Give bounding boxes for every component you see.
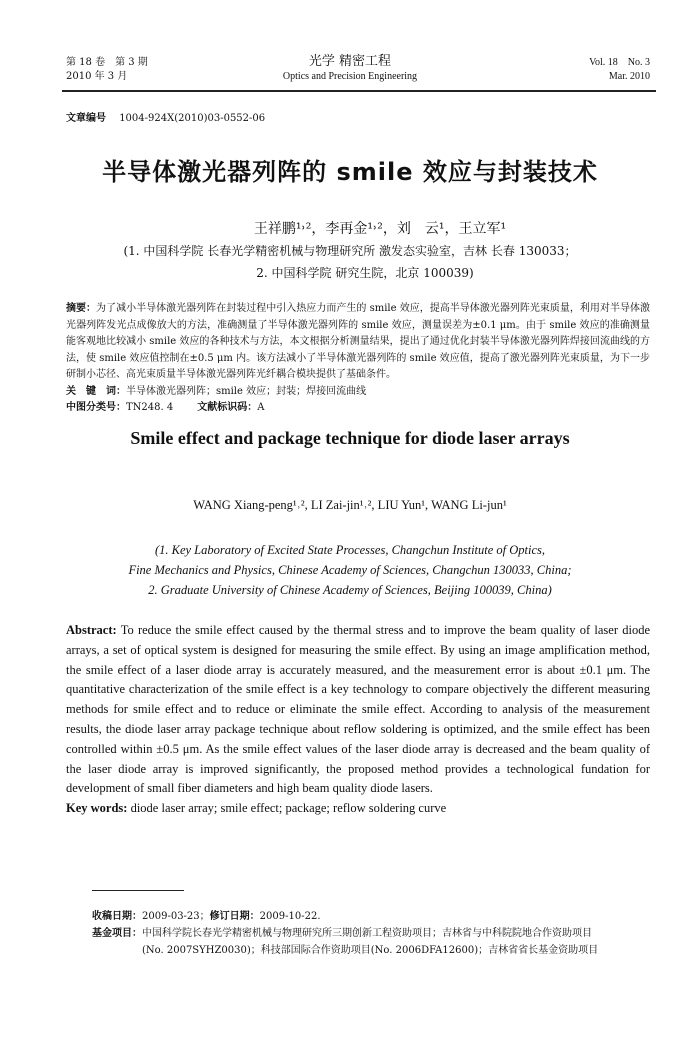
keywords-en-label: Key words: [66, 801, 128, 816]
footnote-fund [92, 925, 662, 942]
header-rule [62, 90, 656, 92]
revised-label: 修订日期： [209, 911, 260, 922]
clc-label: 中图分类号： [66, 402, 126, 413]
affiliation-en-2: Fine Mechanics and Physics, Chinese Academy of Sciences, Changchun 130033, China; [128, 563, 572, 577]
footnotes [92, 908, 662, 959]
journal-name-cn: 光学 精密工程 [308, 54, 392, 69]
fund-label: 基金项目： [92, 928, 142, 939]
article-number-value: 1004-924X(2010)03-0552-06 [119, 113, 266, 124]
abstract-en [66, 621, 650, 819]
keywords-en-text: diode laser array; smile effect; package; reflow soldering curve [130, 801, 447, 816]
article-number-label: 文章编号 [66, 113, 106, 124]
keywords-cn-text: 半导体激光器列阵；smile 效应；封装；焊接回流曲线 [126, 385, 367, 397]
header-date-line: 2010 年 3 月 [66, 71, 128, 82]
header-date-en: Mar. 2010 [608, 71, 650, 82]
clc-value: TN248. 4 [126, 402, 174, 413]
abstract-cn [66, 301, 650, 417]
header-volume-line: 第 18 卷 第 3 期 [66, 57, 148, 68]
title-en: Smile effect and package technique for diode laser arrays [130, 428, 570, 448]
article-number [66, 110, 265, 127]
authors-cn: 王祥鹏¹˒²，李再金¹˒²，刘 云¹，王立军¹ [253, 221, 507, 237]
abstract-cn-label: 摘要： [66, 303, 97, 314]
revised-date: 2009-10-22. [259, 911, 321, 922]
doc-code-label: 文献标识码： [197, 402, 258, 413]
title-cn: 半导体激光器列阵的 smile 效应与封装技术 [102, 158, 598, 186]
abstract-cn-text: 为了减小半导体激光器列阵在封装过程中引入热应力而产生的 smile 效应，提高半导体激光器列阵光束质量，利用对半导体激光器列阵发光点成像放大的方法，准确测量了半导体激光器列阵的 smile 效应，测量误差为±0.1 μm。由于 smile 效应的准确测量能客观地比较减小 smile 效应的各种技术与方法，本文根据分析测量结果，提出了通过优化封装半导体激光器列阵焊接回流曲线的方法，使 smile 效应值控制在±0.5 μm 内。该方法减小了半导体激光器列阵的 smile 效应值，提高了激光器列阵光束质量，为下一步研制小芯径、高光束质量半导体激光器列阵光纤耦合模块提供了基础条件。 [66, 303, 650, 380]
affiliation-cn-2: 2. 中国科学院 研究生院，北京 100039) [256, 266, 474, 280]
abstract-en-label: Abstract: [66, 623, 117, 637]
received-label: 收稿日期： [92, 911, 142, 922]
header-vol-en: Vol. 18 No. 3 [589, 57, 650, 68]
received-date: 2009-03-23； [142, 911, 210, 922]
fund-line-1: 中国科学院长春光学精密机械与物理研究所三期创新工程资助项目；吉林省与中科院院地合作资助项目 [142, 928, 592, 939]
affiliation-cn-1: (1. 中国科学院 长春光学精密机械与物理研究所 激发态实验室，吉林 长春 130033； [123, 244, 577, 258]
footnote-dates [92, 908, 662, 925]
authors-en: WANG Xiang-peng¹˒², LI Zai-jin¹˒², LIU Yun¹, WANG Li-jun¹ [193, 498, 507, 512]
footnote-rule [92, 890, 184, 891]
keywords-cn-label: 关 键 词： [66, 385, 126, 397]
abstract-en-text: To reduce the smile effect caused by the thermal stress and to improve the beam quality of laser diode arrays, a set of optical system is designed for measuring the smile effect. By using an image amplification method, the smile effect of a laser diode array is accurately measured, and the measurement error is about ±0.1 μm. The quantitative characterization of the smile effect is a key technology to compare objectively the different measuring methods for smile effect and to reduce or eliminate the smile effect. According to analysis of the measurement results, the diode laser array package technique about reflow soldering is optimized, and the smile effect has been controlled within ±0.5 μm. As the smile effect values of the laser diode array is decreased and the beam quality of the laser diode array is improved significantly, the proposed method provides a technological fundation for development of small fiber diameters and high beam quality diode lasers. [66, 623, 651, 796]
affiliation-en-1: (1. Key Laboratory of Excited State Processes, Changchun Institute of Optics, [154, 543, 546, 557]
fund-line-2: (No. 2007SYHZ0030)；科技部国际合作资助项目(No. 2006DFA12600)；吉林省省长基金资助项目 [142, 945, 599, 956]
journal-name-en: Optics and Precision Engineering [282, 71, 418, 82]
doc-code-value: A [257, 402, 265, 413]
affiliation-en-3: 2. Graduate University of Chinese Academy of Sciences, Beijing 100039, China) [148, 583, 552, 597]
header-issue [589, 56, 650, 84]
